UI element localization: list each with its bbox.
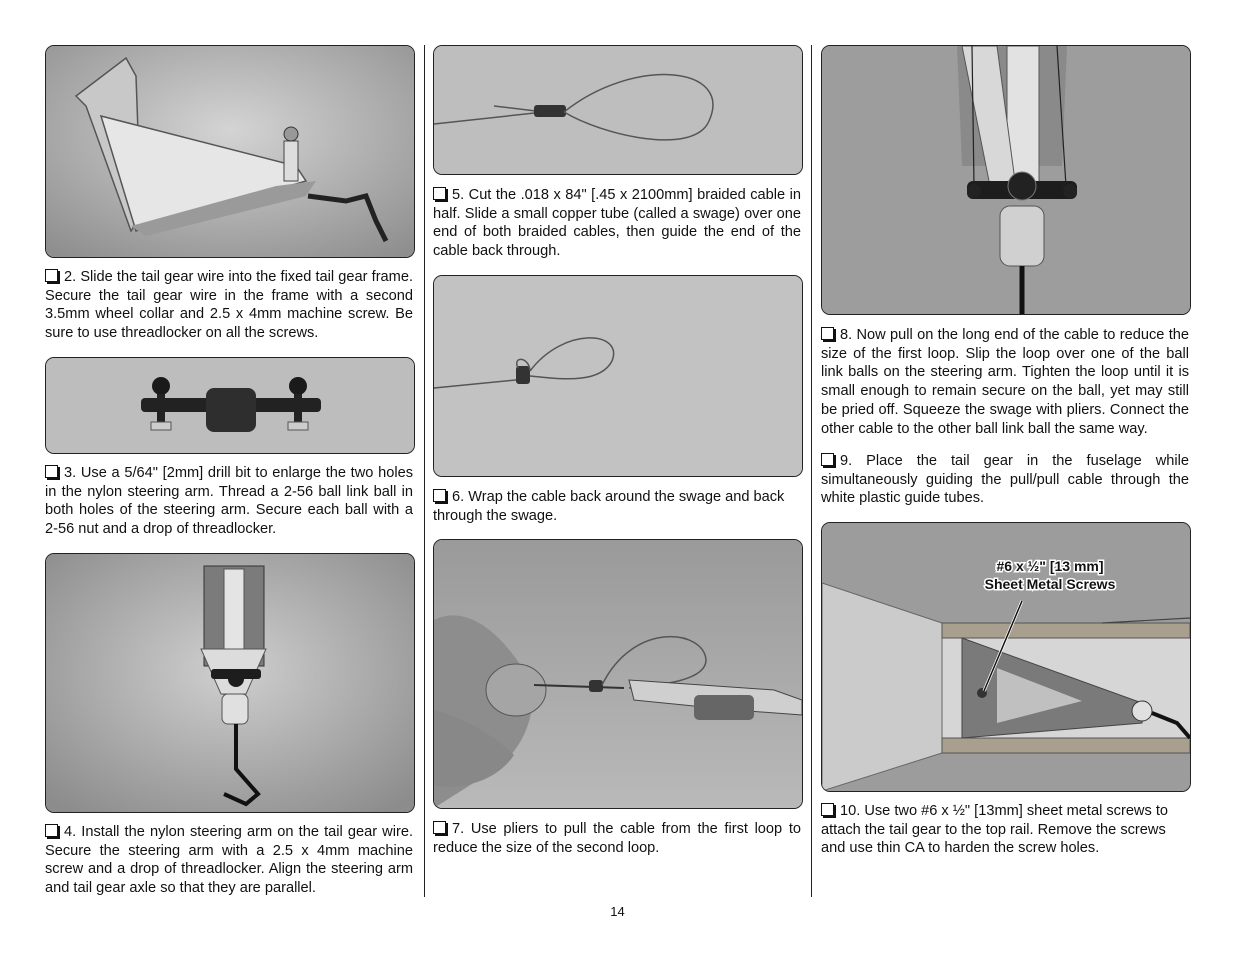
photo-steering-arm <box>45 357 415 454</box>
callout-title: #6 x ½" [13 mm] <box>996 558 1104 574</box>
step-8-text: 8. Now pull on the long end of the cable to reduce the size of the first loop. Slip the loop over one of the ball link balls on the steering arm. Tighten the loop until it is small enough to remain secure on the ball, yet may still be pried off. Squeeze the swage with pliers. Connect the other cable to the other ball link ball the same way. <box>821 327 1189 437</box>
step-5-text: 5. Cut the .018 x 84" [.45 x 2100mm] braided cable in half. Slide a small copper tube (called a swage) over one end of both braided cables, then guide the end of the cable back through. <box>433 187 801 260</box>
step-2-text: 2. Slide the tail gear wire into the fixed tail gear frame. Secure the tail gear wire in the frame with a second 3.5mm wheel collar and 2.5 x 4mm machine screw. Be sure to use threadlocker on all the screws. <box>45 269 413 342</box>
photo-installed-steering-arm <box>45 553 415 813</box>
photo-cable-wrapped <box>433 275 803 477</box>
column-divider <box>811 45 812 897</box>
step-9-text: 9. Place the tail gear in the fuselage while simultaneously guiding the pull/pull cable through the white plastic guide tubes. <box>821 453 1189 507</box>
photo-cable-swage-loop <box>433 45 803 175</box>
step-3-text: 3. Use a 5/64" [2mm] drill bit to enlarge the two holes in the nylon steering arm. Thread a 2-56 ball link ball in both holes of the steering arm. Secure each ball with a 2-56 nut and a drop of threadlocker. <box>45 465 413 538</box>
step-6-text: 6. Wrap the cable back around the swage and back through the swage. <box>433 489 785 524</box>
callout-subtitle: Sheet Metal Screws <box>984 576 1116 592</box>
step-4-text: 4. Install the nylon steering arm on the tail gear wire. Secure the steering arm with a 2.5 x 4mm machine screw and a drop of threadlocker. Align the steering arm and tail gear axle so that they are parallel. <box>45 824 413 897</box>
checkbox-icon[interactable] <box>45 269 58 282</box>
step-7-text: 7. Use pliers to pull the cable from the first loop to reduce the size of the second loop. <box>433 821 801 856</box>
photo-tail-gear-in-fuselage <box>821 522 1191 792</box>
step-10-text: 10. Use two #6 x ½" [13mm] sheet metal screws to attach the tail gear to the top rail. Remove the screws and use thin CA to harden the screw holes. <box>821 803 1168 857</box>
photo-tail-gear-frame <box>45 45 415 258</box>
checkbox-icon[interactable] <box>45 465 58 478</box>
checkbox-icon[interactable] <box>821 327 834 340</box>
page-number: 14 <box>610 904 625 919</box>
checkbox-icon[interactable] <box>433 489 446 502</box>
checkbox-icon[interactable] <box>45 824 58 837</box>
checkbox-icon[interactable] <box>433 821 446 834</box>
checkbox-icon[interactable] <box>433 187 446 200</box>
checkbox-icon[interactable] <box>821 453 834 466</box>
photo-pliers-pulling-cable <box>433 539 803 809</box>
photo-cable-on-ball-link <box>821 45 1191 315</box>
column-divider <box>424 45 425 897</box>
checkbox-icon[interactable] <box>821 803 834 816</box>
